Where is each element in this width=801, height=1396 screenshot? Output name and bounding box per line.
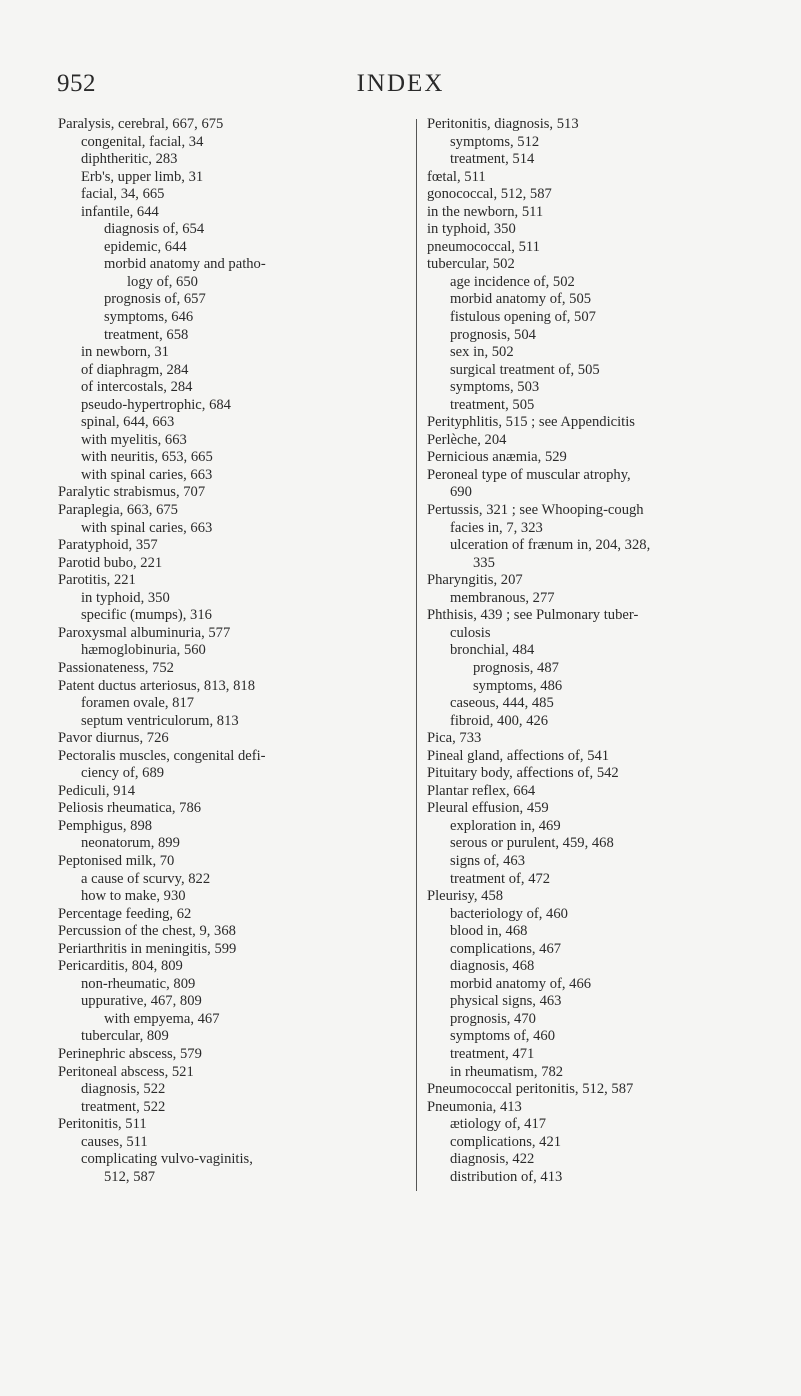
index-subentry: physical signs, 463 [450, 993, 562, 1010]
index-subentry: morbid anatomy and patho- [104, 256, 266, 273]
index-subentry: ætiology of, 417 [450, 1116, 547, 1133]
index-entry: Pituitary body, affections of, 542 [427, 765, 619, 782]
index-subentry: symptoms, 486 [473, 677, 563, 694]
index-subentry: serous or purulent, 459, 468 [450, 835, 614, 852]
index-subentry: symptoms, 503 [450, 379, 540, 396]
index-subentry: treatment, 471 [450, 1045, 535, 1062]
index-entry: Phthisis, 439 ; see Pulmonary tuber- [427, 607, 639, 624]
index-subentry: ciency of, 689 [81, 765, 165, 782]
index-subentry: diagnosis, 522 [81, 1081, 166, 1098]
index-subentry: treatment, 505 [450, 396, 535, 413]
index-entry: in typhoid, 350 [427, 221, 516, 238]
index-entry: Paralytic strabismus, 707 [58, 484, 206, 501]
index-subentry: with neuritis, 653, 665 [81, 449, 213, 466]
index-subentry: culosis [450, 624, 491, 641]
index-subentry: hæmoglobinuria, 560 [81, 642, 206, 659]
index-subentry: septum ventriculorum, 813 [81, 712, 239, 729]
index-subentry: how to make, 930 [81, 888, 186, 905]
index-subentry: in newborn, 31 [81, 344, 169, 361]
index-entry: tubercular, 502 [427, 256, 515, 273]
index-subentry: congenital, facial, 34 [81, 133, 204, 150]
index-subentry: prognosis, 470 [450, 1010, 536, 1027]
index-entry: Pica, 733 [427, 730, 482, 747]
index-subentry: diagnosis of, 654 [104, 221, 205, 238]
index-entry: Peliosis rheumatica, 786 [58, 800, 202, 817]
index-subentry: fibroid, 400, 426 [450, 712, 549, 729]
index-entry: Patent ductus arteriosus, 813, 818 [58, 677, 255, 694]
index-entry: Percussion of the chest, 9, 368 [58, 923, 236, 940]
index-subentry: symptoms, 512 [450, 133, 540, 150]
index-subentry: with spinal caries, 663 [81, 519, 213, 536]
index-subentry: epidemic, 644 [104, 238, 187, 255]
index-subentry: 690 [450, 484, 472, 501]
index-subentry: symptoms, 646 [104, 309, 194, 326]
page-header [0, 70, 801, 104]
index-subentry: tubercular, 809 [81, 1028, 169, 1045]
index-entry: Pericarditis, 804, 809 [58, 958, 183, 975]
index-entry: Pectoralis muscles, congenital defi- [58, 747, 266, 764]
index-entry: Pleurisy, 458 [427, 888, 504, 905]
index-subentry: bronchial, 484 [450, 642, 535, 659]
index-entry: Pediculi, 914 [58, 782, 136, 799]
index-subentry: complicating vulvo-vaginitis, [81, 1151, 253, 1168]
index-subentry: with myelitis, 663 [81, 431, 187, 448]
index-subentry: ulceration of frænum in, 204, 328, [450, 537, 651, 554]
index-entry: gonococcal, 512, 587 [427, 186, 552, 203]
index-subentry: prognosis, 504 [450, 326, 536, 343]
index-subentry: surgical treatment of, 505 [450, 361, 600, 378]
index-subentry: bacteriology of, 460 [450, 905, 568, 922]
index-subentry: sex in, 502 [450, 344, 514, 361]
index-subentry: treatment, 514 [450, 151, 535, 168]
index-column-right [427, 116, 767, 1186]
index-subentry: of diaphragm, 284 [81, 361, 189, 378]
column-divider [416, 119, 417, 1191]
index-entry: Periarthritis in meningitis, 599 [58, 940, 237, 957]
index-subentry: diagnosis, 468 [450, 958, 535, 975]
index-subentry: distribution of, 413 [450, 1168, 563, 1185]
page-number: 952 [57, 70, 96, 97]
index-subentry: morbid anatomy of, 505 [450, 291, 592, 308]
index-subentry: age incidence of, 502 [450, 273, 575, 290]
index-subentry: in rheumatism, 782 [450, 1063, 564, 1080]
index-entry: Perityphlitis, 515 ; see Appendicitis [427, 414, 635, 431]
index-entry: Parotid bubo, 221 [58, 554, 163, 571]
index-entry: Pavor diurnus, 726 [58, 730, 169, 747]
index-subentry: specific (mumps), 316 [81, 607, 212, 624]
index-subentry: facial, 34, 665 [81, 186, 165, 203]
index-subentry: facies in, 7, 323 [450, 519, 543, 536]
index-entry: Peritonitis, 511 [58, 1116, 147, 1133]
index-subentry: exploration in, 469 [450, 817, 561, 834]
index-entry: Paralysis, cerebral, 667, 675 [58, 116, 224, 132]
index-subentry: 512, 587 [104, 1168, 156, 1185]
index-subentry: fistulous opening of, 507 [450, 309, 596, 326]
index-entry: Pharyngitis, 207 [427, 572, 523, 589]
index-entry: Pernicious anæmia, 529 [427, 449, 567, 466]
index-subentry: treatment, 658 [104, 326, 189, 343]
index-subentry: causes, 511 [81, 1133, 148, 1150]
index-subentry: diphtheritic, 283 [81, 151, 178, 168]
index-subentry: with spinal caries, 663 [81, 466, 213, 483]
index-entry: Peroneal type of muscular atrophy, [427, 466, 631, 483]
index-entry: Perlèche, 204 [427, 431, 507, 448]
index-entry: Peritonitis, diagnosis, 513 [427, 116, 579, 132]
index-entry: in the newborn, 511 [427, 203, 544, 220]
index-entry: Paraplegia, 663, 675 [58, 502, 178, 519]
index-subentry: neonatorum, 899 [81, 835, 180, 852]
index-subentry: membranous, 277 [450, 589, 555, 606]
index-subentry: prognosis, 487 [473, 659, 559, 676]
index-subentry: in typhoid, 350 [81, 589, 170, 606]
index-column-left [58, 116, 428, 1186]
index-subentry: logy of, 650 [127, 273, 198, 290]
index-subentry: symptoms of, 460 [450, 1028, 555, 1045]
index-subentry: with empyema, 467 [104, 1010, 220, 1027]
index-subentry: prognosis of, 657 [104, 291, 206, 308]
index-entry: Pneumonia, 413 [427, 1098, 522, 1115]
index-entry: Percentage feeding, 62 [58, 905, 192, 922]
index-entry: Pleural effusion, 459 [427, 800, 549, 817]
running-title: INDEX [356, 70, 445, 97]
index-subentry: signs of, 463 [450, 852, 525, 869]
index-entry: Pineal gland, affections of, 541 [427, 747, 610, 764]
index-subentry: non-rheumatic, 809 [81, 975, 196, 992]
index-subentry: complications, 467 [450, 940, 562, 957]
index-entry: Passionateness, 752 [58, 659, 174, 676]
index-subentry: treatment of, 472 [450, 870, 551, 887]
index-subentry: of intercostals, 284 [81, 379, 193, 396]
index-subentry: spinal, 644, 663 [81, 414, 175, 431]
index-subentry: uppurative, 467, 809 [81, 993, 202, 1010]
index-entry: Pertussis, 321 ; see Whooping-cough [427, 502, 644, 519]
index-subentry: Erb's, upper limb, 31 [81, 168, 204, 185]
index-subentry: foramen ovale, 817 [81, 695, 195, 712]
index-entry: Parotitis, 221 [58, 572, 136, 589]
index-entry: Paratyphoid, 357 [58, 537, 158, 554]
index-entry: Plantar reflex, 664 [427, 782, 536, 799]
index-subentry: a cause of scurvy, 822 [81, 870, 211, 887]
index-entry: fœtal, 511 [427, 168, 486, 185]
index-subentry: diagnosis, 422 [450, 1151, 535, 1168]
index-entry: pneumococcal, 511 [427, 238, 540, 255]
index-entry: Peptonised milk, 70 [58, 852, 175, 869]
index-subentry: blood in, 468 [450, 923, 528, 940]
index-entry: Peritoneal abscess, 521 [58, 1063, 194, 1080]
index-entry: Pemphigus, 898 [58, 817, 153, 834]
index-entry: Perinephric abscess, 579 [58, 1045, 202, 1062]
index-subentry: morbid anatomy of, 466 [450, 975, 592, 992]
index-entry: Paroxysmal albuminuria, 577 [58, 624, 231, 641]
index-subentry: caseous, 444, 485 [450, 695, 554, 712]
index-entry: Pneumococcal peritonitis, 512, 587 [427, 1081, 634, 1098]
index-subentry: complications, 421 [450, 1133, 562, 1150]
index-subentry: 335 [473, 554, 495, 571]
index-subentry: pseudo-hypertrophic, 684 [81, 396, 231, 413]
index-subentry: infantile, 644 [81, 203, 159, 220]
index-subentry: treatment, 522 [81, 1098, 166, 1115]
